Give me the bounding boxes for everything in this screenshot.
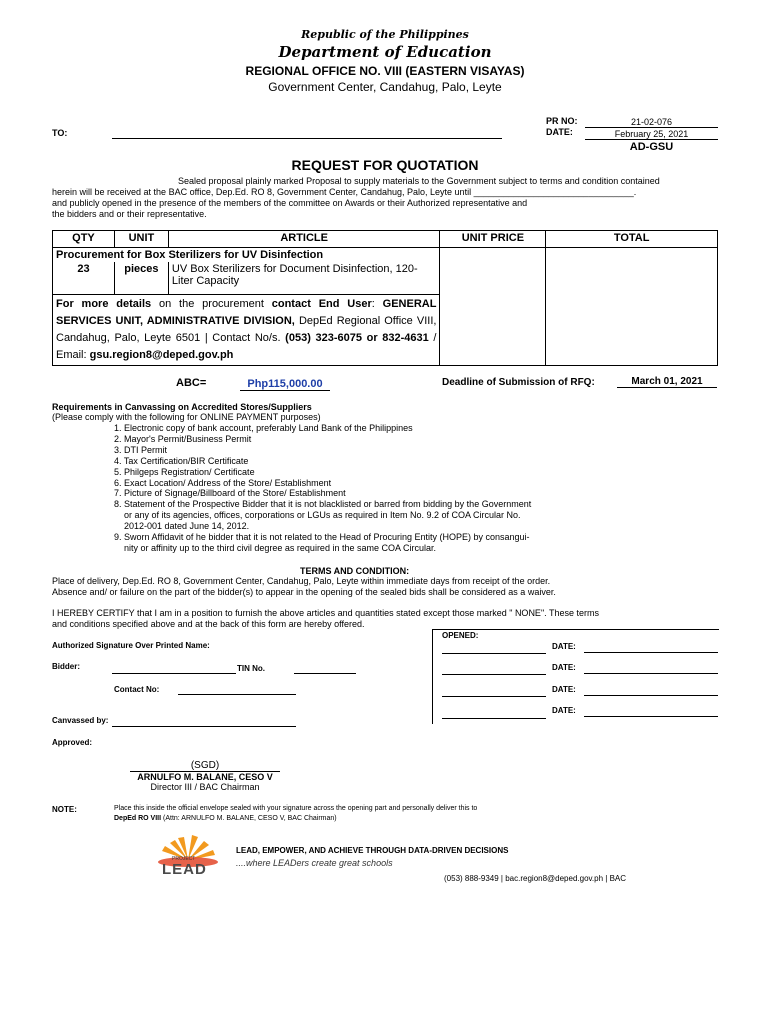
date-label-2: DATE: <box>552 663 576 672</box>
abc-label: ABC= <box>176 377 207 389</box>
project-lead-logo <box>148 832 232 880</box>
list-item: or any of its agencies, offices, corporations or LGUs as required in Item No. 9.2 of COA Circular No. <box>124 510 521 521</box>
list-item: 2012-001 dated June 14, 2012. <box>124 521 250 532</box>
certify-line-2: and conditions specified above and at the back of this form are hereby offered. <box>52 619 365 629</box>
office-code: AD-GSU <box>629 141 674 153</box>
contact-f: DepEd Regional Office VIII, Candahug, Palo, Leyte 6501 | Contact No/s. <box>56 315 437 344</box>
regional-office: REGIONAL OFFICE NO. VIII (EASTERN VISAYAS) <box>245 64 525 78</box>
office-address: Government Center, Candahug, Palo, Leyte <box>268 80 502 94</box>
opened-line-3 <box>442 696 546 697</box>
table-row <box>53 248 718 263</box>
date-label-1: DATE: <box>552 642 576 651</box>
list-item: 3. DTI Permit <box>114 444 168 455</box>
opened-line-1 <box>442 653 546 654</box>
contact-d: : <box>371 298 383 310</box>
signatory-name: ARNULFO M. BALANE, CESO V <box>130 771 280 782</box>
intro-line-2: herein will be received at the BAC office, Dep.Ed. RO 8, Government Center, Candahug, Palo, Leyte until ________________________________. <box>52 187 637 197</box>
tin-label: TIN No. <box>237 664 265 673</box>
intro-line-4: the bidders and or their representative. <box>52 209 207 219</box>
requirements-list <box>114 423 531 554</box>
opened-label: OPENED: <box>442 631 479 640</box>
contact-e: GENERAL SERVICES UNIT, ADMINISTRATIVE DIVISION, <box>56 298 437 327</box>
opened-line-4 <box>442 718 546 719</box>
col-unit: UNIT <box>114 231 168 248</box>
note-line-2 <box>114 815 337 822</box>
logo-project-text: PROJECT <box>172 856 196 862</box>
list-item: 7. Picture of Signage/Billboard of the Store/ Establishment <box>114 488 346 499</box>
col-unit-price: UNIT PRICE <box>440 231 546 248</box>
deadline-label: Deadline of Submission of RFQ: <box>442 377 595 388</box>
list-item: nity or affinity up to the third civil degree as required in the same COA Circular. <box>124 542 436 553</box>
opened-line-2 <box>442 674 546 675</box>
item-unit: pieces <box>114 262 168 295</box>
article-line-1: UV Box Sterilizers for Document Disinfection, 120- <box>171 263 418 275</box>
canvassed-by-label: Canvassed by: <box>52 716 109 725</box>
contact-b: on the procurement <box>151 298 272 310</box>
list-item: 5. Philgeps Registration/ Certificate <box>114 466 255 477</box>
tin-line[interactable] <box>294 673 356 674</box>
logo-lead-text: LEAD <box>162 861 207 878</box>
authorized-signature-label: Authorized Signature Over Printed Name: <box>52 641 210 650</box>
date-label-3: DATE: <box>552 685 576 694</box>
unit-price-cell[interactable] <box>440 248 546 366</box>
slogan: LEAD, EMPOWER, AND ACHIEVE THROUGH DATA-DRIVEN DECISIONS <box>236 846 509 855</box>
note-attn: (Attn: ARNULFO M. BALANE, CESO V, BAC Chairman) <box>161 815 337 822</box>
procurement-title: Procurement for Box Sterilizers for UV Disinfection <box>53 248 440 263</box>
contact-a: For more details <box>56 298 152 310</box>
contact-c: contact End User <box>271 298 372 310</box>
footer-contact: (053) 888-9349 | bac.region8@deped.gov.ph | BAC <box>444 874 627 883</box>
requirements-subtitle: (Please comply with the following for ONLINE PAYMENT purposes) <box>52 412 321 422</box>
note-line-1: Place this inside the official envelope sealed with your signature across the opening part and personally deliver this to <box>114 805 478 812</box>
contact-g: (053) 323-6075 or 832-4631 <box>285 332 429 344</box>
date-line-1[interactable] <box>584 652 718 653</box>
intro-line-1: Sealed proposal plainly marked Proposal to supply materials to the Government subject to terms and condition contained <box>178 176 660 186</box>
tagline: ....where LEADers create great schools <box>236 858 393 868</box>
pr-no-value: 21-02-076 <box>585 117 718 128</box>
contact-h: / Email: <box>56 332 437 361</box>
table-header-row <box>53 231 718 248</box>
note-office: DepEd RO VIII <box>114 815 162 822</box>
certify-line-1: I HEREBY CERTIFY that I am in a position to furnish the above articles and quantities stated except those marked " NONE". These terms <box>52 608 599 618</box>
list-item: 6. Exact Location/ Address of the Store/ Establishment <box>114 477 332 488</box>
list-item: 2. Mayor's Permit/Business Permit <box>114 433 252 444</box>
list-item: 1. Electronic copy of bank account, preferably Land Bank of the Philippines <box>114 423 413 433</box>
pr-no-label: PR NO: <box>546 116 578 126</box>
requirements-title: Requirements in Canvassing on Accredited Stores/Suppliers <box>52 402 312 412</box>
quotation-table <box>52 230 718 366</box>
pr-date-value: February 25, 2021 <box>585 129 718 140</box>
rfq-title: REQUEST FOR QUOTATION <box>291 157 479 173</box>
col-total: TOTAL <box>546 231 718 248</box>
terms-line-2: Absence and/ or failure on the part of the bidder(s) to appear in the opening of the sealed bids shall be considered as a waiver. <box>52 587 556 597</box>
bidder-label: Bidder: <box>52 662 80 671</box>
list-item: 9. Sworn Affidavit of he bidder that it is not related to the Head of Procuring Entity (HOPE) by consangui- <box>114 532 530 543</box>
signatory-position: Director III / BAC Chairman <box>150 782 260 792</box>
bidder-line[interactable] <box>112 673 236 674</box>
to-line <box>112 138 502 139</box>
list-item: 8. Statement of the Prospective Bidder that it is not blacklisted or barred from bidding by the Government <box>114 499 532 510</box>
department-name: Department of Education <box>278 43 492 61</box>
contact-no-line[interactable] <box>178 694 296 695</box>
sgd-mark: (SGD) <box>190 760 220 771</box>
date-label: DATE: <box>546 127 573 137</box>
intro-line-3: and publicly opened in the presence of the members of the committee on Awards or their Authorized representative and <box>52 198 528 208</box>
date-line-2[interactable] <box>584 673 718 674</box>
note-label: NOTE: <box>52 805 77 814</box>
approved-label: Approved: <box>52 738 92 747</box>
total-cell[interactable] <box>546 248 718 366</box>
list-item: 4. Tax Certification/BIR Certificate <box>114 455 249 466</box>
date-label-4: DATE: <box>552 706 576 715</box>
article-line-2: Liter Capacity <box>171 275 240 287</box>
item-article <box>168 262 440 295</box>
contact-email: gsu.region8@deped.gov.ph <box>89 349 234 361</box>
date-line-3[interactable] <box>584 695 718 696</box>
canvassed-by-line[interactable] <box>112 726 296 727</box>
contact-details <box>53 295 440 366</box>
col-qty: QTY <box>53 231 115 248</box>
republic-line: Republic of the Philippines <box>301 28 469 41</box>
terms-title: TERMS AND CONDITION: <box>300 566 410 576</box>
deadline-value: March 01, 2021 <box>617 376 717 388</box>
date-line-4[interactable] <box>584 716 718 717</box>
to-label: TO: <box>52 128 68 138</box>
terms-line-1: Place of delivery, Dep.Ed. RO 8, Government Center, Candahug, Palo, Leyte within immediate days from receipt of the order. <box>52 576 551 586</box>
abc-value: Php115,000.00 <box>240 378 330 391</box>
col-article: ARTICLE <box>168 231 440 248</box>
item-qty: 23 <box>53 262 115 295</box>
contact-no-label: Contact No: <box>114 685 160 694</box>
